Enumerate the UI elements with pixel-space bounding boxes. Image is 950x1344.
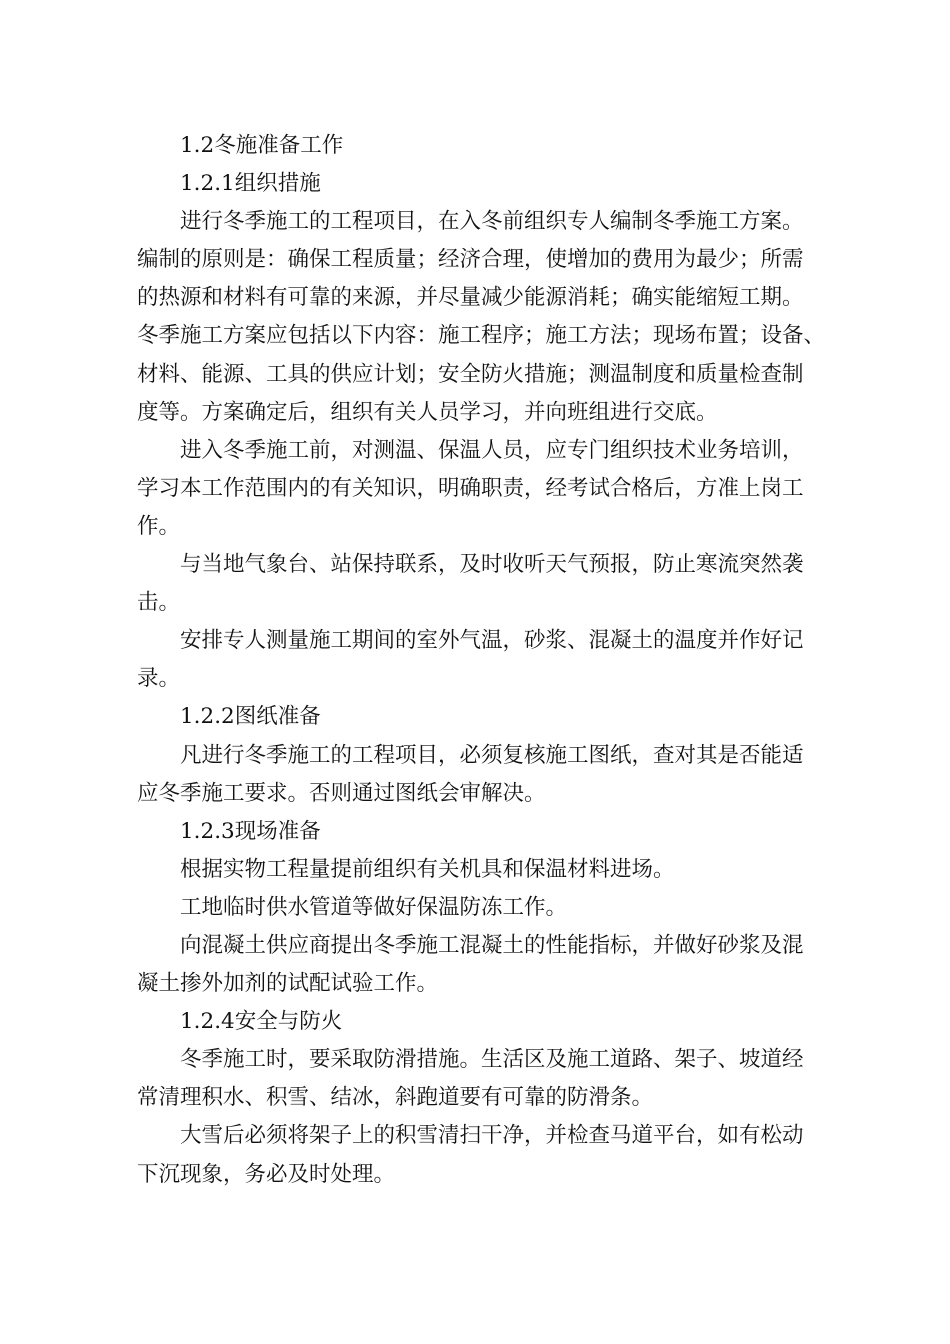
paragraph-line: 凝土掺外加剂的试配试验工作。	[137, 971, 439, 997]
paragraph-line: 作。	[137, 513, 181, 539]
paragraph-line: 工地临时供水管道等做好保温防冻工作。	[180, 894, 568, 920]
paragraph-line: 大雪后必须将架子上的积雪清扫干净，并检查马道平台，如有松动	[180, 1123, 804, 1149]
section-heading: 1.2冬施准备工作	[180, 133, 344, 158]
paragraph-line: 编制的原则是：确保工程质量；经济合理，使增加的费用为最少；所需	[137, 247, 804, 273]
subsection-heading: 1.2.3现场准备	[180, 818, 321, 844]
paragraph-line: 的热源和材料有可靠的来源，并尽量减少能源消耗；确实能缩短工期。	[137, 285, 804, 311]
paragraph-line: 录。	[137, 666, 181, 692]
subsection-heading: 1.2.1组织措施	[180, 171, 321, 197]
paragraph-line: 冬季施工时，要采取防滑措施。生活区及施工道路、架子、坡道经	[180, 1047, 804, 1073]
paragraph-line: 下沉现象，务必及时处理。	[137, 1161, 396, 1187]
paragraph-line: 击。	[137, 590, 181, 616]
paragraph-line: 向混凝土供应商提出冬季施工混凝土的性能指标，并做好砂浆及混	[180, 932, 804, 958]
paragraph-line: 进入冬季施工前，对测温、保温人员，应专门组织技术业务培训，	[180, 437, 804, 463]
paragraph-line: 应冬季施工要求。否则通过图纸会审解决。	[137, 780, 546, 806]
subsection-heading: 1.2.2图纸准备	[180, 704, 321, 730]
paragraph-line: 学习本工作范围内的有关知识，明确职责，经考试合格后，方准上岗工	[137, 475, 804, 501]
paragraph-line: 与当地气象台、站保持联系，及时收听天气预报，防止寒流突然袭	[180, 552, 804, 578]
paragraph-line: 冬季施工方案应包括以下内容：施工程序；施工方法；现场布置；设备、	[137, 323, 826, 349]
paragraph-line: 材料、能源、工具的供应计划；安全防火措施；测温制度和质量检查制	[137, 361, 804, 387]
paragraph-line: 常清理积水、积雪、结冰，斜跑道要有可靠的防滑条。	[137, 1085, 654, 1111]
subsection-heading: 1.2.4安全与防火	[180, 1009, 343, 1035]
document-body	[137, 127, 853, 1194]
paragraph-line: 度等。方案确定后，组织有关人员学习，并向班组进行交底。	[137, 399, 718, 425]
paragraph-line: 凡进行冬季施工的工程项目，必须复核施工图纸，查对其是否能适	[180, 742, 804, 768]
paragraph-line: 根据实物工程量提前组织有关机具和保温材料进场。	[180, 856, 675, 882]
paragraph-line: 安排专人测量施工期间的室外气温，砂浆、混凝土的温度并作好记	[180, 628, 804, 654]
paragraph-line: 进行冬季施工的工程项目，在入冬前组织专人编制冬季施工方案。	[180, 209, 804, 235]
